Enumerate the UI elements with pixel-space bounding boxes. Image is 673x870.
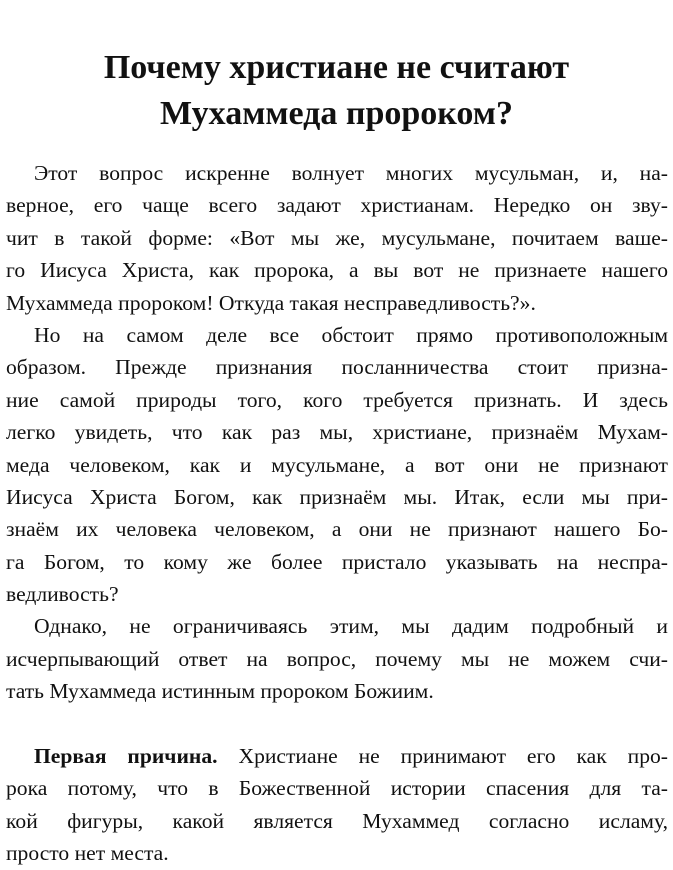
text-line <box>6 740 668 772</box>
text-line: меда человеком, как и мусульмане, а вот они не признают <box>6 452 668 477</box>
text-line: га Богом, то кому же более пристало указывать на неспра- <box>6 549 668 574</box>
text-line: легко увидеть, что как раз мы, христиане, признаём Мухам- <box>6 420 668 445</box>
text-line: Однако, не ограничиваясь этим, мы дадим подробный и <box>34 614 668 639</box>
title-line-2: Мухаммеда пророком? <box>160 95 513 132</box>
text-line: чит в такой форме: «Вот мы же, мусульмане, почитаем ваше- <box>6 225 668 250</box>
text-line: Мухаммеда пророком! Откуда такая несправедливость?». <box>6 290 536 315</box>
article-body <box>6 157 668 870</box>
paragraph-2 <box>6 319 668 611</box>
page-title <box>0 45 673 137</box>
text-line: ведливость? <box>6 582 119 607</box>
text-line: го Иисуса Христа, как пророка, а вы вот не признаете нашего <box>6 258 668 283</box>
text-line: Этот вопрос искренне волнует многих мусульман, и, на- <box>34 161 668 185</box>
text-line: ние самой природы того, кого требуется признать. И здесь <box>6 387 668 412</box>
text-line: знаём их человека человеком, а они не признают нашего Бо- <box>6 517 668 542</box>
text-line: кой фигуры, какой является Мухаммед согласно исламу, <box>6 808 668 833</box>
text-line: Но на самом деле все обстоит прямо противоположным <box>34 322 668 347</box>
paragraph-spacer <box>6 708 668 740</box>
paragraph-reason-1 <box>6 740 668 870</box>
reason-label: Первая причина. <box>34 744 218 769</box>
paragraph-1 <box>6 157 668 319</box>
text-line: исчерпывающий ответ на вопрос, почему мы не можем счи- <box>6 646 668 671</box>
text-line: тать Мухаммеда истинным пророком Божиим. <box>6 679 434 704</box>
title-line-1: Почему христиане не считают <box>103 49 570 86</box>
text-line: Иисуса Христа Богом, как признаём мы. Итак, если мы при- <box>6 484 668 509</box>
text-line: образом. Прежде признания посланничества стоит призна- <box>6 355 668 380</box>
reason-text: Христиане не принимают его как про- <box>238 744 668 769</box>
paragraph-3 <box>6 610 668 707</box>
text-line: верное, его чаще всего задают христианам. Нередко он зву- <box>6 193 668 218</box>
text-line: просто нет места. <box>6 841 169 866</box>
text-line: рока потому, что в Божественной истории спасения для та- <box>6 776 668 801</box>
